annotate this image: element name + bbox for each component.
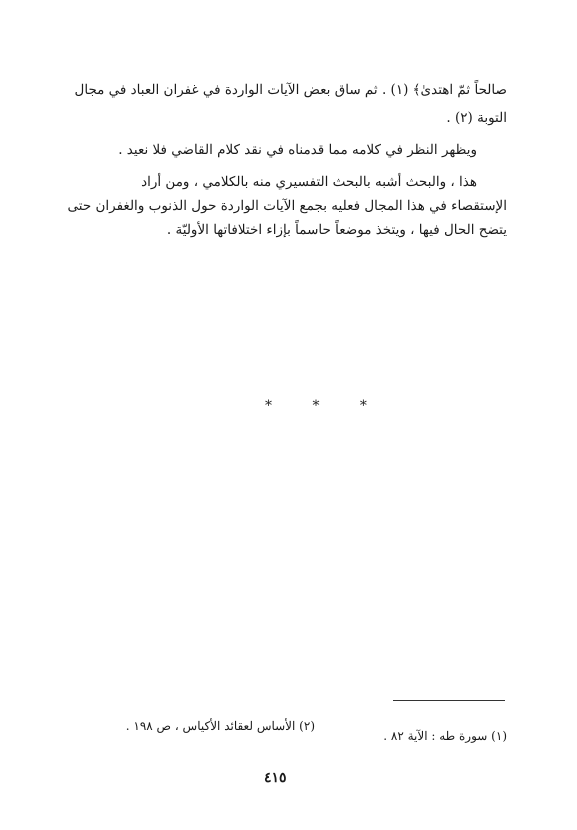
text-line-4: هذا ، والبحث أشبه بالبحث التفسيري منه بالكلامي ، ومن أراد — [141, 174, 477, 190]
text-line-3: ويظهر النظر في كلامه مما قدمناه في نقد كلام القاضي فلا نعيد . — [118, 142, 477, 158]
text-line-2: التوبة (٢) . — [446, 110, 507, 126]
text-line-6: يتضح الحال فيها ، ويتخذ موضعاً حاسماً بإزاء اختلافاتها الأوليّة . — [166, 222, 507, 238]
footnote-1: (١) سورة طه : الآية ٨٢ . — [383, 729, 507, 743]
footnote-rule — [393, 700, 505, 701]
section-separator: * * * — [265, 398, 385, 414]
text-line-5: الإستقصاء في هذا المجال فعليه بجمع الآيات الواردة حول الذنوب والغفران حتى — [67, 198, 507, 214]
page-number: ٤١٥ — [264, 770, 287, 786]
text-line-1: صالحاً ثمّ اهتدىٰ﴾ (١) . ثم ساق بعض الآيات الواردة في غفران العباد في مجال — [74, 82, 507, 98]
footnote-2: (٢) الأساس لعقائد الأكياس ، ص ١٩٨ . — [125, 719, 315, 733]
